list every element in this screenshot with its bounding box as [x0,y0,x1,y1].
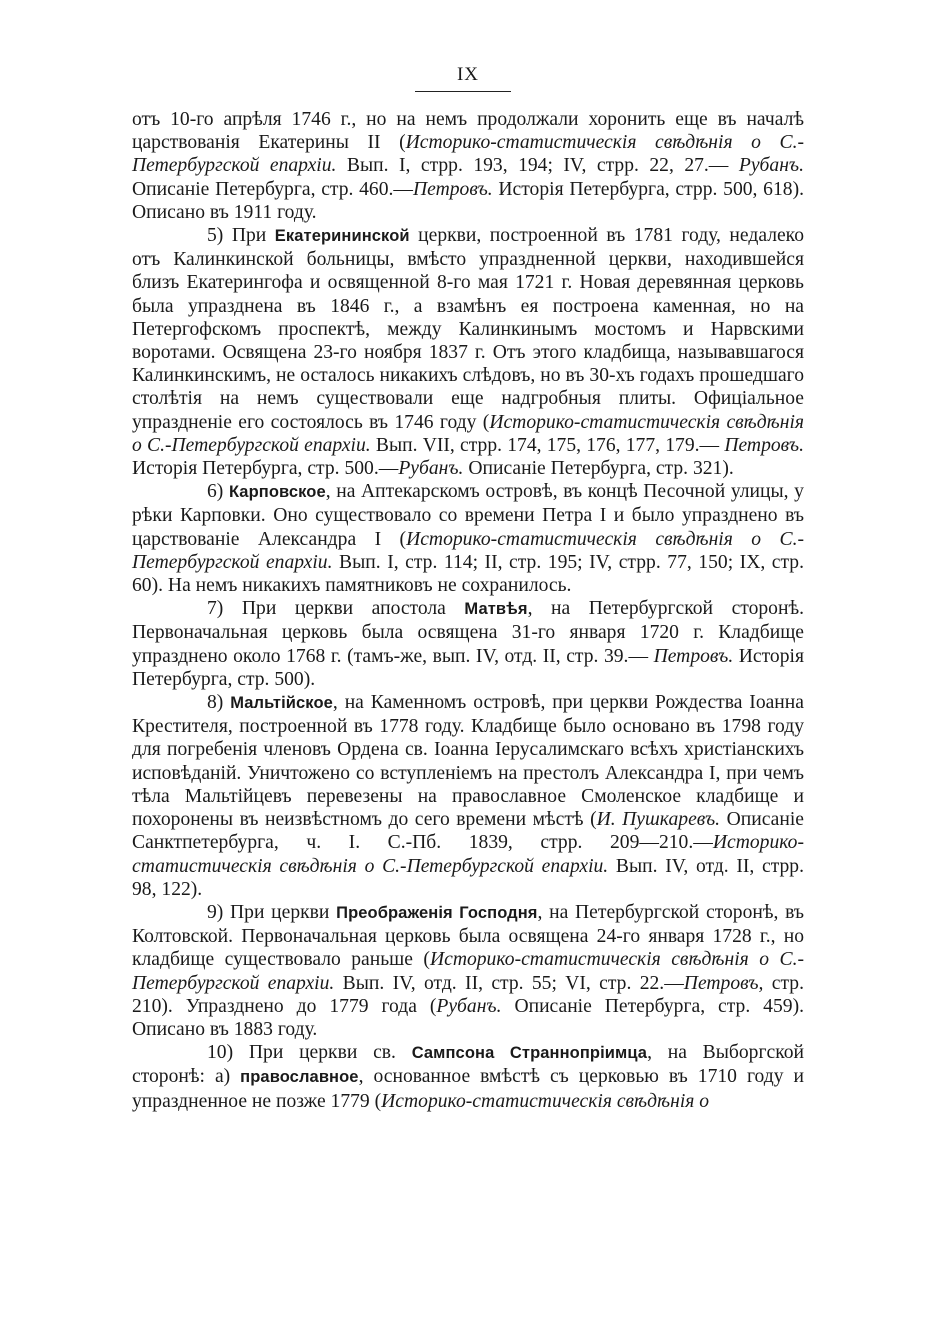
citation-italic: Рубанъ. [436,995,502,1017]
cemetery-name: Мальтійское [230,694,333,713]
citation-italic: Рубанъ. [738,155,804,177]
header-rule [415,91,511,92]
body-text [132,108,804,1113]
paragraph [132,480,804,597]
cemetery-name: Матвѣя [464,600,528,619]
text-run: 10) При церкви св. [207,1042,412,1064]
citation-italic: И. Пушкаревъ. [596,809,721,831]
citation-italic: Рубанъ. [398,458,464,480]
text-run: , на Аптекарскомъ островѣ, въ концѣ Песочной улицы, у рѣки Карповки. Оно существовало со времени Петра I и было упразднено въ царствованіе Александра I ( [132,481,804,550]
page-number: IX [456,64,480,85]
paragraph [132,108,804,224]
text-run: , на Петербургской сторонѣ. Первоначальная церковь была освящена 31-го января 1720 г. Кладбище упразднено около 1768 г. (тамъ-же, вып. IV, отд. II, стр. 39.— [132,598,804,667]
cemetery-name: Сампсона Страннопріимца [411,1044,648,1063]
citation-italic: Петровъ, [683,972,764,994]
text-run: , на Выборгской сторонѣ: а) [132,1042,804,1088]
text-run: 9) При церкви [207,901,337,923]
text-run: Описаніе Петербурга, стр. 321). [463,458,734,480]
paragraph [132,901,804,1041]
citation-italic: Историко-статистическія свѣдѣнія о С.-Петербургской епархіи. [132,528,805,573]
text-run: , на Каменномъ островѣ, при церкви Рождества Іоанна Крестителя, построенной въ 1778 году. Кладбище было основано въ 1798 году для погребенія членовъ Ордена св. Іоанна Іерусалимскаго всѣхъ христіанскихъ исповѣданій. Уничтожено со вступленіемъ на престолъ Александра I, при чемъ тѣла Мальтійцевъ перевезены на православное Смоленское кладбище и похоронены въ неизвѣстномъ до сего времени мѣстѣ ( [132,692,804,831]
text-run: отъ 10-го апрѣля 1746 г., но на немъ продолжали хоронить еще въ началѣ царствованія Екатерины II ( [132,109,804,154]
text-run: Исторія Петербурга, стрр. 500, 618). Описано въ 1911 году. [132,178,804,223]
text-run: Исторія Петербурга, стр. 500). [132,645,804,690]
text-run: Вып. IV, отд. II, стрр. 98, 122). [132,855,805,900]
citation-italic: Петровъ. [724,434,804,456]
text-run: церкви, построенной въ 1781 году, недалеко отъ Калинкинской больницы, вмѣсто упраздненной церкви, находившейся близъ Екатерингофа и освященной 8-го мая 1721 г. Новая деревянная церковь была упразднена въ 1846 г., а взамѣнъ ея построена каменная, но на Петергофскомъ проспектѣ, между Калинкинымъ мостомъ и Нарвскими воротами. Освящена 23-го ноября 1837 г. Отъ этого кладбища, называвшагося Калинкинскимъ, не осталось никакихъ слѣдовъ, но въ 30-хъ годахъ прошедшаго столѣтія на немъ существовали еще надгробныя плиты. Офиціальное упраздненіе его состоялось въ 1746 году ( [132,225,804,433]
text-run: Описаніе Петербурга, стр. 460.— [132,178,414,200]
paragraph [132,691,804,901]
cemetery-name: православное [240,1068,359,1087]
text-run: 7) При церкви апостола [207,598,465,620]
paragraph [132,1041,804,1113]
cemetery-name: Карповское [228,483,326,502]
citation-italic: Петровъ. [413,178,493,200]
text-run: Вып. I, стр. 114; II, стр. 195; IV, стрр. 77, 150; IX, стр. 60). На немъ никакихъ памятниковъ не сохранилось. [132,551,804,597]
citation-italic: Историко-статистическія свѣдѣнія о [381,1090,710,1112]
text-run: Вып. VII, стрр. 174, 175, 176, 177, 179.— [370,434,725,456]
text-run: Описаніе Санктпетербурга, ч. I. С.-Пб. 1839, стрр. 209—210.— [132,809,804,854]
text-run: , на Петербургской сторонѣ, въ Колтовской. Первоначальная церковь была освящена 24-го января 1728 г., но кладбище существовало раньше ( [132,901,805,971]
text-run: 8) [207,692,231,714]
citation-italic: Историко-статистическія свѣдѣнія о С.-Петербургской епархіи. [132,132,804,177]
paragraph [132,597,804,691]
cemetery-name: Екатерининской [274,227,410,246]
text-run: , основанное вмѣстѣ съ церковью въ 1710 году и упраздненное не позже 1779 ( [132,1066,804,1112]
citation-italic: Историко-статистическія свѣдѣнія о С.-Петербургской епархіи. [132,949,804,994]
cemetery-name: Преображенія Господня [336,903,538,922]
text-run: 5) При [207,225,275,247]
paragraph [132,224,804,480]
text-run: Вып. I, стрр. 193, 194; IV, стрр. 22, 27.— [336,155,739,177]
citation-italic: Историко-статистическія свѣдѣнія о С.-Петербургской епархіи. [132,832,804,877]
text-run: Вып. IV, отд. II, стр. 55; VI, стр. 22.— [334,972,684,994]
citation-italic: Историко-статистическія свѣдѣнія о С.-Петербургской епархіи. [132,411,804,456]
text-run: стр. 210). Упразднено до 1779 года ( [132,972,804,1017]
citation-italic: Петровъ. [653,645,734,667]
text-run: Описаніе Петербурга, стр. 459). Описано въ 1883 году. [132,995,804,1040]
text-run: Исторія Петербурга, стр. 500.— [132,458,399,480]
text-run: 6) [207,481,229,503]
